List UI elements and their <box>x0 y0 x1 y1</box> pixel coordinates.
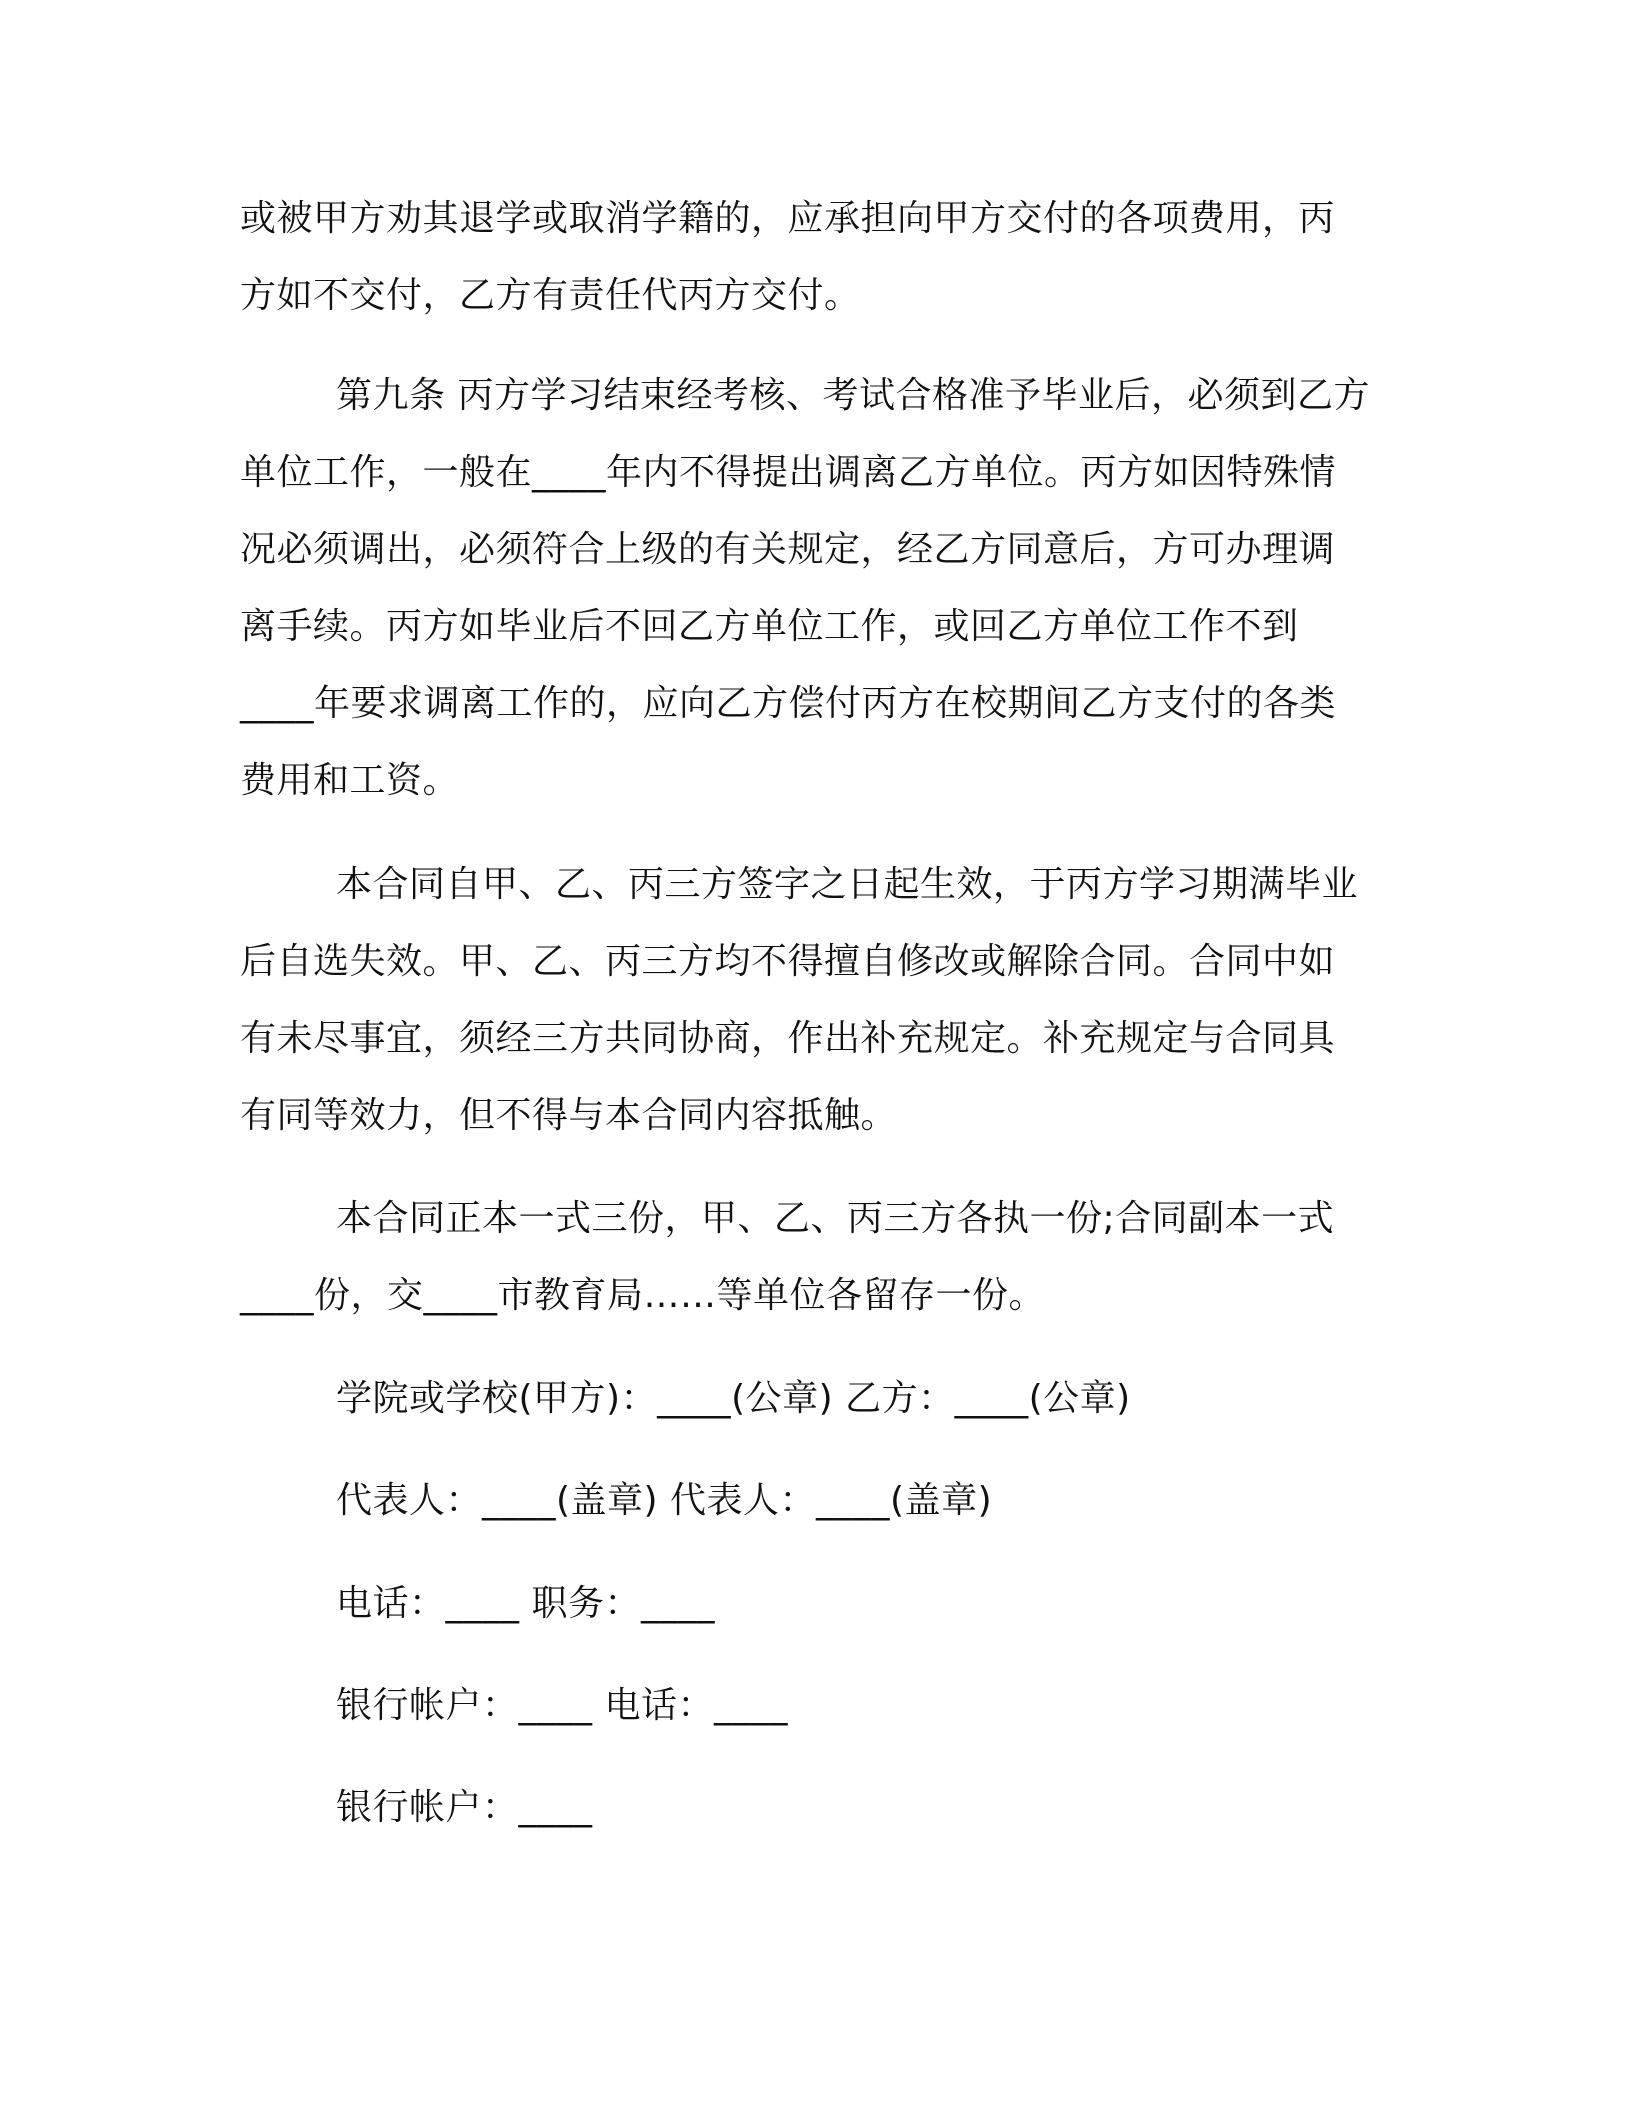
text-line: 况必须调出，必须符合上级的有关规定，经乙方同意后，方可办理调 <box>240 529 1336 570</box>
text-line: 单位工作，一般在____年内不得提出调离乙方单位。丙方如因特殊情 <box>240 452 1337 493</box>
text-line: 费用和工资。 <box>240 760 460 801</box>
paragraph-contract-effect <box>240 846 1390 1154</box>
text-line: 或被甲方劝其退学或取消学籍的，应承担向甲方交付的各项费用，丙 <box>240 198 1336 239</box>
signature-line-phone-title: 电话：____ 职务：____ <box>336 1583 715 1624</box>
text-line: 后自选失效。甲、乙、丙三方均不得擅自修改或解除合同。合同中如 <box>240 941 1336 982</box>
signature-line-bank-phone: 银行帐户：____ 电话：____ <box>336 1685 788 1726</box>
text-line: 有未尽事宜，须经三方共同协商，作出补充规定。补充规定与合同具 <box>240 1018 1336 1059</box>
text-line: ____份，交____市教育局……等单位各留存一份。 <box>240 1275 1046 1316</box>
paragraph-article-nine <box>240 357 1390 819</box>
text-line: 方如不交付，乙方有责任代丙方交付。 <box>240 275 861 316</box>
signature-line-parties: 学院或学校(甲方)：____(公章) 乙方：____(公章) <box>336 1378 1131 1419</box>
text-line: 离手续。丙方如毕业后不回乙方单位工作，或回乙方单位工作不到 <box>240 606 1299 647</box>
text-line: 本合同自甲、乙、丙三方签字之日起生效，于丙方学习期满毕业 <box>336 864 1359 905</box>
text-line: ____年要求调离工作的，应向乙方偿付丙方在校期间乙方支付的各类 <box>240 683 1337 724</box>
text-line: 本合同正本一式三份，甲、乙、丙三方各执一份;合同副本一式 <box>336 1198 1335 1239</box>
signature-line-bank: 银行帐户：____ <box>336 1787 593 1828</box>
paragraph-contract-copies <box>240 1180 1390 1334</box>
text-line: 第九条 丙方学习结束经考核、考试合格准予毕业后，必须到乙方 <box>336 375 1370 416</box>
signature-line-representatives: 代表人：____(盖章) 代表人：____(盖章) <box>336 1480 993 1521</box>
text-line: 有同等效力，但不得与本合同内容抵触。 <box>240 1095 898 1136</box>
paragraph-tuition-liability <box>240 180 1390 334</box>
